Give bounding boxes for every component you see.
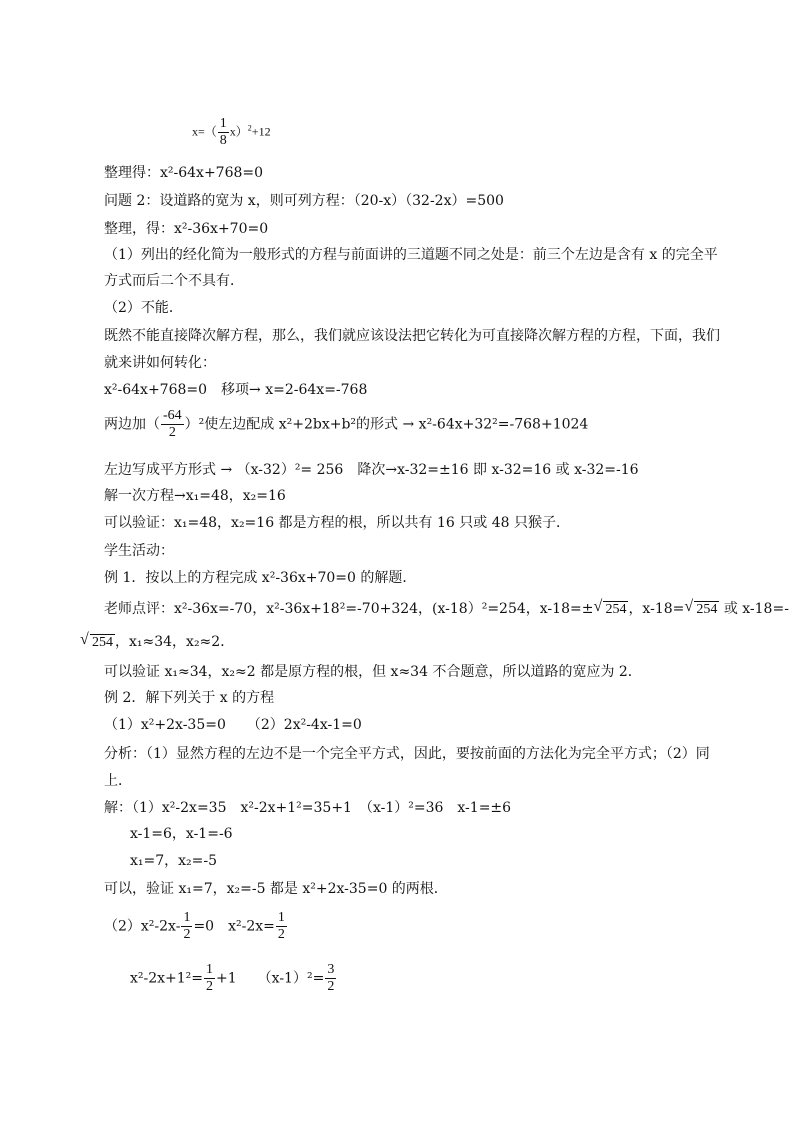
radical-sign: √ [684, 598, 694, 615]
text-line-9: 就来讲如何转化： [104, 355, 216, 371]
radicand: 254 [92, 635, 113, 650]
text-line-18 [80, 631, 235, 651]
fraction-denominator: 2 [206, 979, 214, 994]
text-line-28 [104, 910, 288, 943]
fraction-denominator: 2 [277, 927, 285, 942]
fraction-three-halves [325, 962, 336, 995]
text-line-24: 解：（1）x²-2x=35 x²-2x+1²=35+1 （x-1）²=36 x-1=±6 [104, 800, 512, 816]
text-line-12: 左边写成平方形式 → （x-32）²= 256 降次→x-32=±16 即 x-32=16 或 x-32=-16 [104, 462, 639, 478]
eq1-prefix: x=（ [192, 124, 217, 139]
fraction-numerator: 1 [183, 910, 191, 925]
text-line-11 [104, 408, 588, 441]
fraction-denominator: 2 [327, 979, 335, 994]
text-line-10: x²-64x+768=0 移项→ x=2-64x=-768 [104, 382, 368, 398]
text-line-15: 学生活动： [104, 543, 174, 559]
fraction-numerator: 1 [206, 962, 214, 977]
line17-mid: ，x-18= [628, 601, 685, 617]
text-line-27: 可以，验证 x₁=7，x₂=-5 都是 x²+2x-35=0 的两根． [104, 881, 448, 897]
fraction-denominator: 2 [168, 425, 176, 440]
text-line-17 [104, 598, 789, 618]
line17-post: 或 x-18=- [719, 601, 789, 617]
line17-prefix: 老师点评：x²-36x=-70，x²-36x+18²=-70+324，(x-18）²=254，x-18=± [104, 601, 594, 617]
sqrt-254 [80, 631, 115, 651]
fraction-one-eighth [218, 116, 229, 149]
text-line-26: x₁=7，x₂=-5 [130, 853, 218, 869]
text-line-22: 分析：（1）显然方程的左边不是一个完全平方式，因此，要按前面的方法化为完全平方式；（2）同 [104, 746, 710, 762]
line11-prefix: 两边加（ [104, 416, 160, 433]
fraction-numerator: -64 [163, 408, 182, 423]
text-line-13: 解一次方程→x₁=48，x₂=16 [104, 488, 286, 504]
radicand: 254 [605, 602, 627, 617]
radicand: 254 [696, 602, 718, 617]
fraction-denominator: 2 [183, 927, 191, 942]
fraction-numerator: 1 [219, 116, 227, 131]
line28-prefix: （2）x²-2x- [104, 918, 181, 935]
eq1-exponent: 2 [247, 123, 252, 133]
text-line-4: 整理，得：x²-36x+70=0 [104, 221, 269, 237]
text-line-3: 问题 2：设道路的宽为 x，则可列方程：（20-x）（32-2x）=500 [104, 193, 504, 209]
fraction-numerator: 1 [277, 910, 285, 925]
equation-line-1 [192, 116, 271, 149]
line29-prefix: x²-2x+1²= [130, 970, 204, 987]
fraction-one-half [181, 910, 192, 943]
sqrt-254 [593, 598, 628, 618]
text-line-8: 既然不能直接降次解方程，那么，我们就应该设法把它转化为可直接降次解方程的方程，下面，我们 [104, 328, 720, 344]
line29-mid: +1 （x-1）²= [216, 970, 325, 987]
text-line-19: 可以验证 x₁≈34，x₂≈2 都是原方程的根，但 x≈34 不合题意，所以道路的宽应为 2． [104, 664, 642, 680]
text-line-5: （1）列出的经化简为一般形式的方程与前面讲的三道题不同之处是：前三个左边是含有 x 的完全平 [104, 247, 718, 263]
radical-sign: √ [593, 598, 603, 615]
text-line-14: 可以验证：x₁=48，x₂=16 都是方程的根，所以共有 16 只或 48 只猴子． [104, 515, 570, 531]
text-line-20: 例 2．解下列关于 x 的方程 [104, 690, 275, 706]
fraction-numerator: 3 [327, 962, 335, 977]
fraction-one-half [204, 962, 215, 995]
fraction-one-half [276, 910, 287, 943]
text-line-16: 例 1．按以上的方程完成 x²-36x+70=0 的解题． [104, 570, 417, 586]
eq1-post: x） [229, 124, 248, 139]
sqrt-254 [684, 598, 719, 618]
text-line-2: 整理得：x²-64x+768=0 [104, 165, 264, 181]
text-line-6: 方式而后二个不具有． [104, 273, 244, 289]
fraction-neg64-over-2 [161, 408, 184, 441]
line18-post: ，x₁≈34，x₂≈2． [115, 634, 235, 650]
radical-sign: √ [80, 631, 89, 648]
line28-mid: =0 x²-2x= [193, 918, 275, 935]
text-line-7: （2）不能． [104, 300, 183, 316]
eq1-tail: +12 [251, 124, 271, 139]
fraction-denominator: 8 [219, 133, 227, 148]
text-line-29 [130, 962, 337, 995]
text-line-23: 上． [104, 773, 132, 789]
text-line-21: （1）x²+2x-35=0 （2）2x²-4x-1=0 [104, 717, 362, 733]
text-line-25: x-1=6，x-1=-6 [130, 826, 233, 842]
line11-post: ）²使左边配成 x²+2bx+b²的形式 → x²-64x+32²=-768+1024 [184, 416, 589, 433]
